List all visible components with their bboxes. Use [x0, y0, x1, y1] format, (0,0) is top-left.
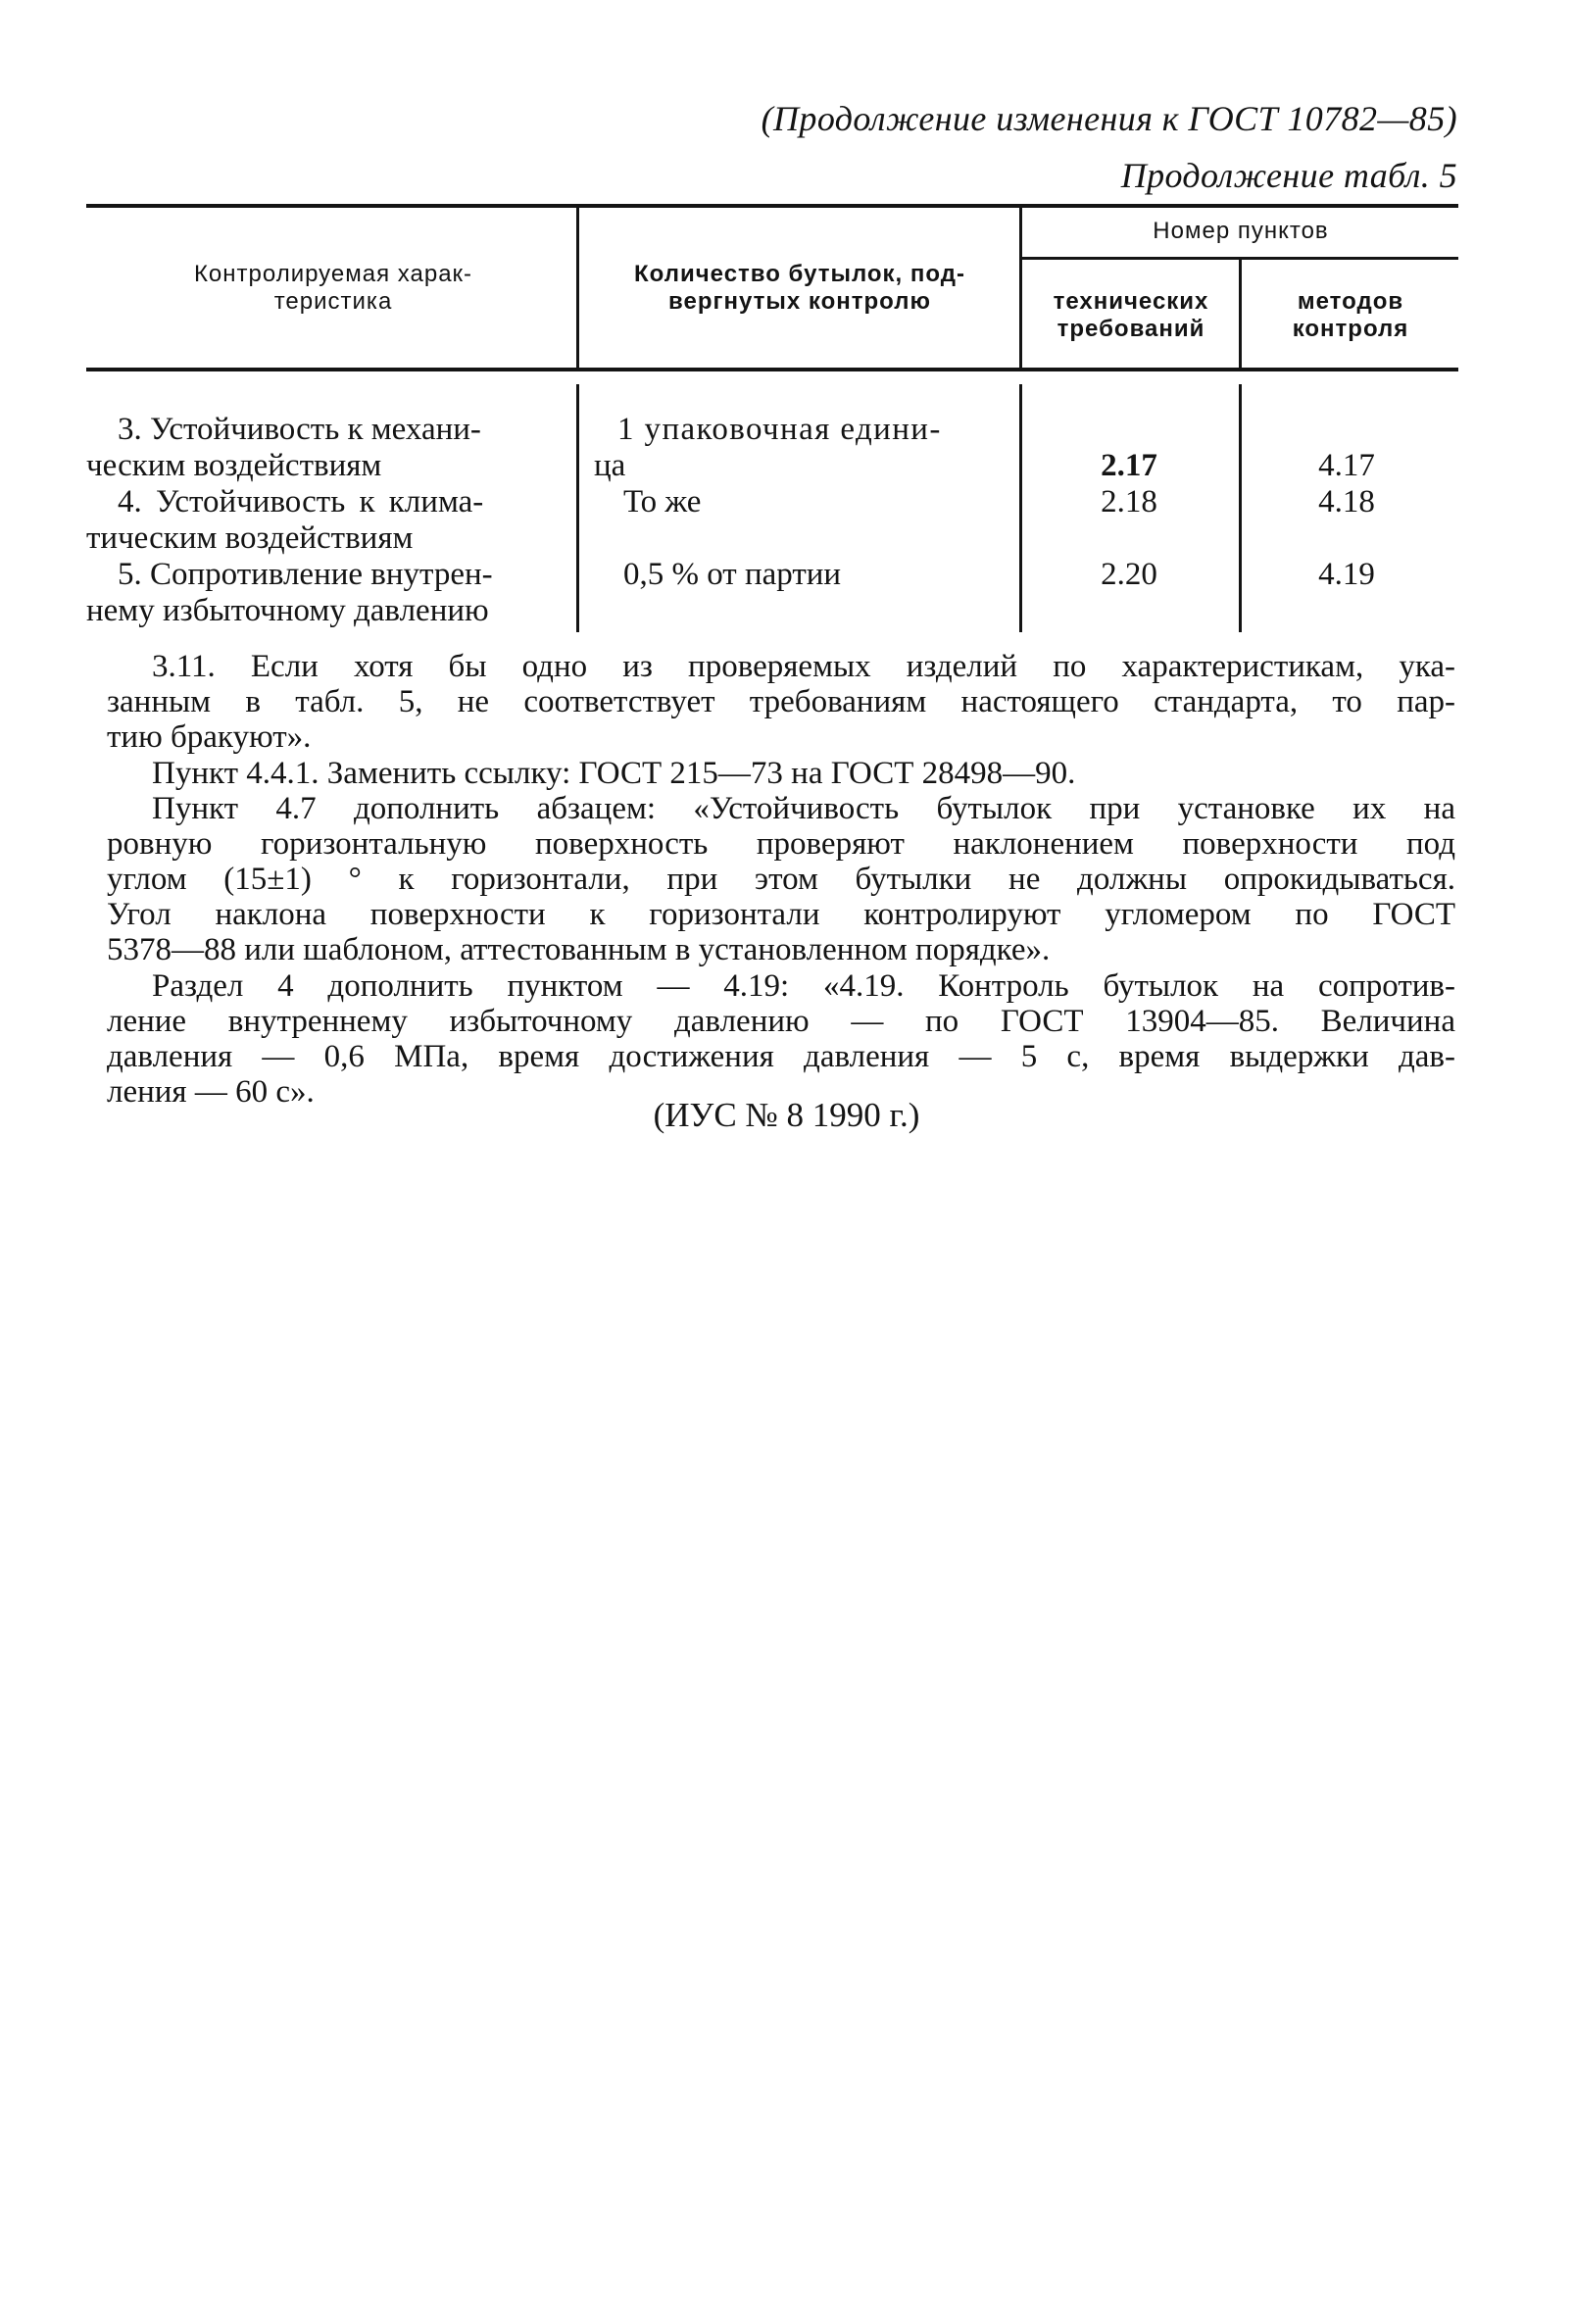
- text-line: ления — 60 с».: [107, 1074, 315, 1110]
- text-line: углом (15±1) ° к горизонтали, при этом бутылки не должны опрокидываться.: [107, 862, 1455, 897]
- col-header-characteristic: Контролируемая харак- теристика: [193, 261, 473, 315]
- text-line: занным в табл. 5, не соответствует требованиям настоящего стандарта, то пар-: [107, 684, 1455, 719]
- col-header-technical-requirements: технических требований: [1053, 288, 1209, 342]
- body-column-divider-3: [1239, 384, 1242, 632]
- col-header-bottles-count: Количество бутылок, под- вергнутых контролю: [634, 261, 965, 315]
- source-reference: (ИУС № 8 1990 г.): [653, 1096, 920, 1134]
- text-line: 3.11. Если хотя бы одно из проверяемых изделий по характеристикам, ука-: [152, 649, 1455, 684]
- table-row-1-method: 4.17: [1318, 448, 1375, 483]
- table-row-3-characteristic: 5. Сопротивление внутрен- нему избыточному давлению: [86, 557, 493, 628]
- body-column-divider-1: [576, 384, 579, 632]
- body-column-divider-2: [1019, 384, 1022, 632]
- text-line: Раздел 4 дополнить пунктом — 4.19: «4.19. Контроль бутылок на сопротив-: [152, 968, 1455, 1004]
- column-divider-3: [1239, 260, 1242, 368]
- paragraph-4-4-1: [152, 756, 1455, 791]
- table-continuation-header: Продолжение табл. 5: [1120, 156, 1457, 195]
- table-row-3-method: 4.19: [1318, 557, 1375, 592]
- table-row-3-bottles: 0,5 % от партии: [623, 557, 842, 592]
- text-line: ровную горизонтальную поверхность проверяют наклонением поверхности под: [107, 826, 1455, 862]
- paragraph-3-11: [107, 649, 1455, 755]
- table-top-rule: [86, 204, 1458, 208]
- table-row-2-method: 4.18: [1318, 484, 1375, 519]
- table-row-1-bottles: 1 упаковочная едини- ца: [594, 412, 942, 483]
- text-line: тию бракуют».: [107, 719, 312, 755]
- header-bottom-rule: [86, 368, 1458, 371]
- col-header-item-numbers: Номер пунктов: [1153, 218, 1329, 244]
- text-line: ление внутреннему избыточному давлению — по ГОСТ 13904—85. Величина: [107, 1004, 1455, 1039]
- paragraph-4-7: [107, 791, 1455, 967]
- change-continuation-header: (Продолжение изменения к ГОСТ 10782—85): [761, 99, 1457, 138]
- column-divider-1: [576, 208, 579, 368]
- table-row-2-bottles: То же: [623, 484, 702, 519]
- text-line: Пункт 4.4.1. Заменить ссылку: ГОСТ 215—73 на ГОСТ 28498—90.: [152, 756, 1076, 791]
- column-divider-2: [1019, 208, 1022, 368]
- paragraph-4-19: [107, 968, 1455, 1110]
- text-line: Пункт 4.7 дополнить абзацем: «Устойчивость бутылок при установке их на: [152, 791, 1455, 826]
- text-line: Угол наклона поверхности к горизонтали контролируют угломером по ГОСТ: [107, 897, 1455, 932]
- table-row-1-characteristic: 3. Устойчивость к механи- ческим воздействиям: [86, 412, 481, 483]
- text-line: давления — 0,6 МПа, время достижения давления — 5 с, время выдержки дав-: [107, 1039, 1455, 1074]
- text-line: 5378—88 или шаблоном, аттестованным в установленном порядке».: [107, 932, 1051, 967]
- table-row-2-tech: 2.18: [1101, 484, 1157, 519]
- table-row-2-characteristic: 4. Устойчивость к клима- тическим воздействиям: [86, 484, 484, 556]
- table-row-1-tech: 2.17: [1101, 448, 1157, 483]
- col-header-control-methods: методов контроля: [1292, 288, 1409, 342]
- table-row-3-tech: 2.20: [1101, 557, 1157, 592]
